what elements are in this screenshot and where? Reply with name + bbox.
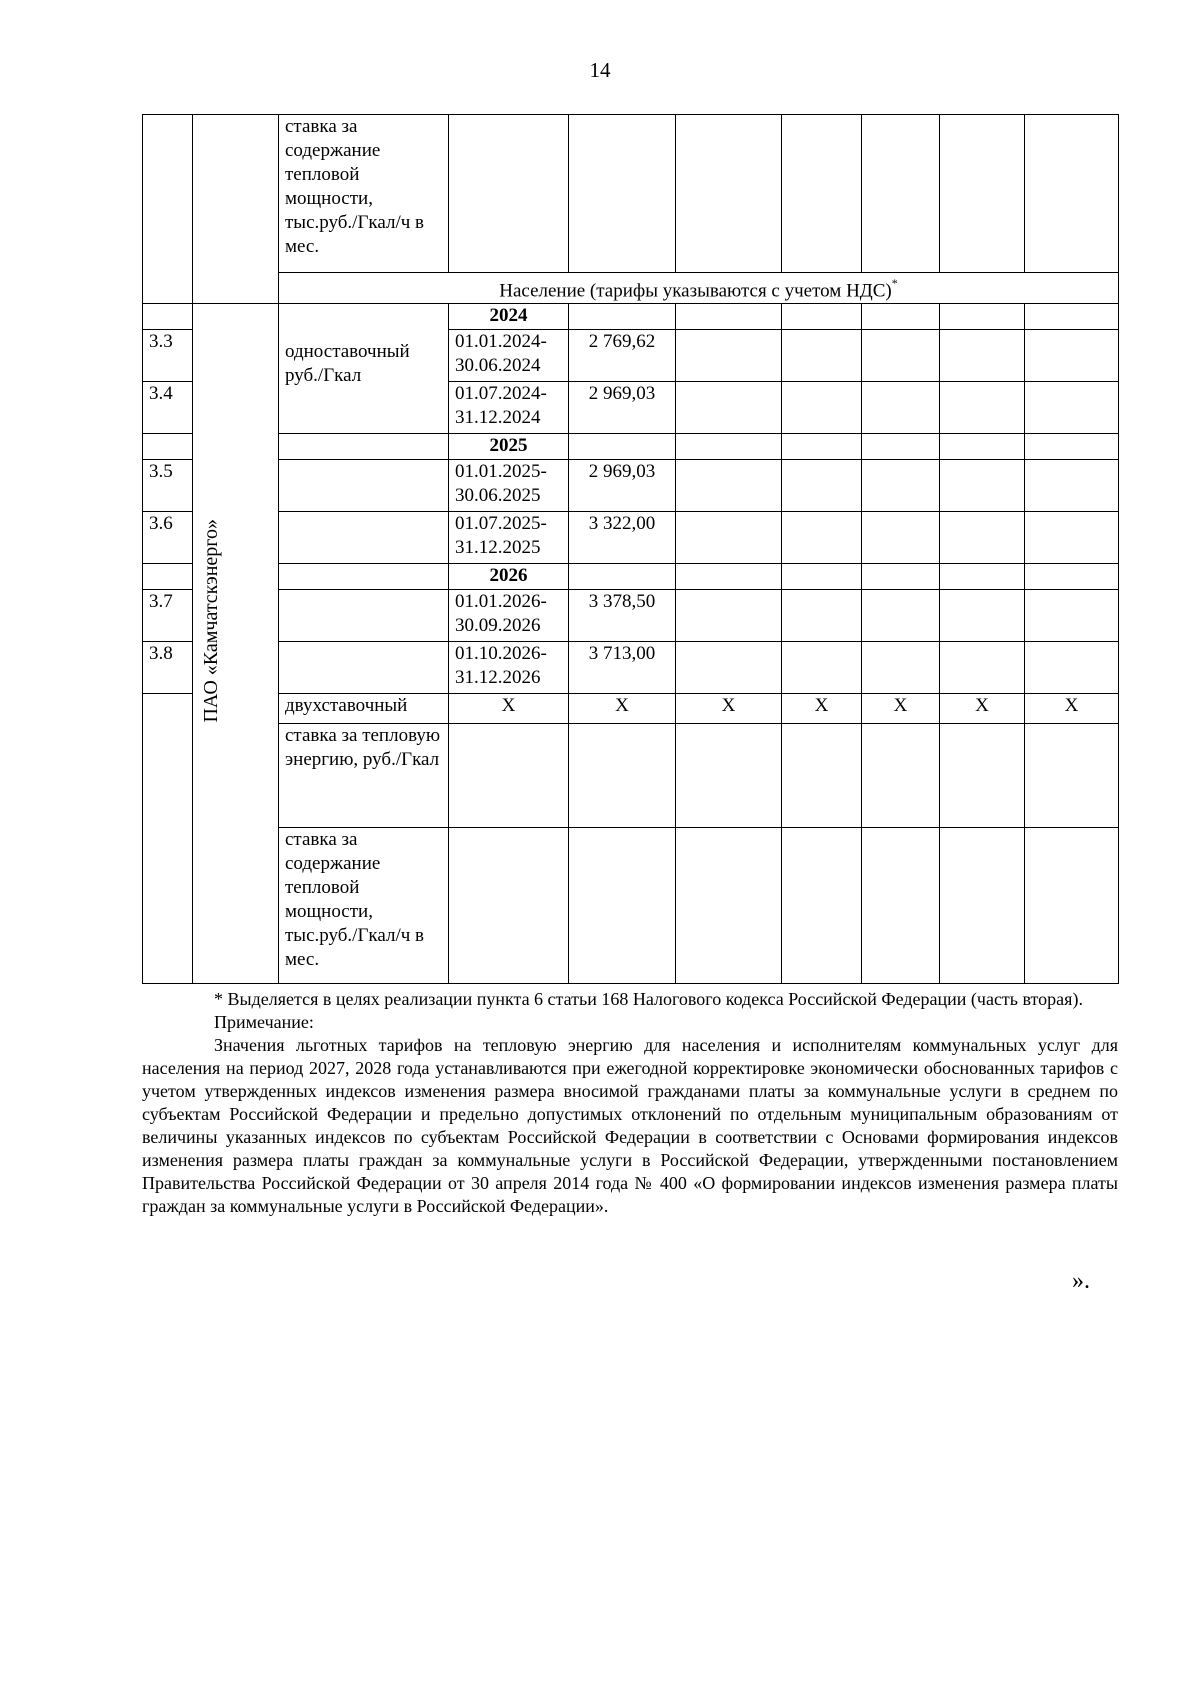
page-number: 14 [589, 58, 611, 82]
table-row [143, 115, 1119, 273]
year-row [143, 564, 1119, 590]
footnote: * Выделяется в целях реализации пункта 6 статьи 168 Налогового кодекса Российской Федерации (часть вторая). [214, 989, 1083, 1009]
table-row [143, 642, 1119, 694]
tariff-value: 3 378,50 [569, 590, 676, 642]
row-number: 3.3 [143, 330, 193, 382]
section-row [143, 273, 1119, 304]
closing-quote: ». [1072, 1268, 1090, 1294]
period: 01.10.2026-31.12.2026 [449, 642, 569, 694]
one-part-label: одноставочный руб./Гкал [279, 304, 449, 434]
section-title: Население (тарифы указываются с учетом НДС)* [279, 273, 1119, 304]
org-cell [193, 115, 279, 304]
rate-label: ставка за содержание тепловой мощности, тыс.руб./Гкал/ч в мес. [279, 115, 449, 273]
table-row [143, 460, 1119, 512]
table-row [143, 512, 1119, 564]
period: 01.07.2025-31.12.2025 [449, 512, 569, 564]
x-mark: X [449, 694, 569, 724]
year-label: 2026 [449, 564, 569, 590]
row-number: 3.8 [143, 642, 193, 694]
capacity-rate-label: ставка за содержание тепловой мощности, тыс.руб./Гкал/ч в мес. [279, 828, 449, 984]
x-mark: X [940, 694, 1025, 724]
note-text: Значения льготных тарифов на тепловую энергию для населения и исполнителям коммунальных услуг для населения на период 2027, 2028 года устанавливаются при ежегодной корректировке экономически обоснованных тарифов с учетом утвержденных индексов изменения размера вносимой гражданами платы за коммунальные услуги в среднем по субъектам Российской Федерации и предельно допустимых отклонений по отдельным муниципальным образованиям от величины указанных индексов по субъектам Российской Федерации в соответствии с Основами формирования индексов изменения размера платы граждан за коммунальные услуги в Российской Федерации, утвержденными постановлением Правительства Российской Федерации от 30 апреля 2014 года № 400 «О формировании индексов изменения размера платы граждан за коммунальные услуги в Российской Федерации». [142, 1035, 1118, 1216]
notes-block [142, 988, 1118, 1218]
two-part-row [143, 694, 1119, 724]
row-number: 3.5 [143, 460, 193, 512]
x-mark: X [676, 694, 782, 724]
year-row [143, 434, 1119, 460]
tariff-value: 2 769,62 [569, 330, 676, 382]
x-mark: X [569, 694, 676, 724]
row-number: 3.4 [143, 382, 193, 434]
tariff-table [142, 114, 1119, 984]
tariff-value: 3 322,00 [569, 512, 676, 564]
table-row [143, 590, 1119, 642]
organization-cell [193, 304, 279, 984]
period: 01.01.2025-30.06.2025 [449, 460, 569, 512]
period: 01.07.2024-31.12.2024 [449, 382, 569, 434]
period: 01.01.2026-30.09.2026 [449, 590, 569, 642]
energy-rate-label: ставка за тепловую энергию, руб./Гкал [279, 724, 449, 828]
x-mark: X [1025, 694, 1119, 724]
table-row [143, 828, 1119, 984]
period: 01.01.2024-30.06.2024 [449, 330, 569, 382]
table-row [143, 724, 1119, 828]
year-label: 2025 [449, 434, 569, 460]
x-mark: X [862, 694, 940, 724]
num-cell [143, 115, 193, 304]
note-heading: Примечание: [214, 1012, 314, 1032]
x-mark: X [782, 694, 862, 724]
row-number: 3.6 [143, 512, 193, 564]
year-label: 2024 [449, 304, 569, 330]
tariff-value: 2 969,03 [569, 460, 676, 512]
footnote-marker: * [891, 276, 898, 290]
year-row [143, 304, 1119, 330]
tariff-value: 3 713,00 [569, 642, 676, 694]
organization-name: ПАО «Камчатскэнерго» [200, 519, 222, 723]
two-part-label: двухставочный [279, 694, 449, 724]
tariff-value: 2 969,03 [569, 382, 676, 434]
row-number: 3.7 [143, 590, 193, 642]
